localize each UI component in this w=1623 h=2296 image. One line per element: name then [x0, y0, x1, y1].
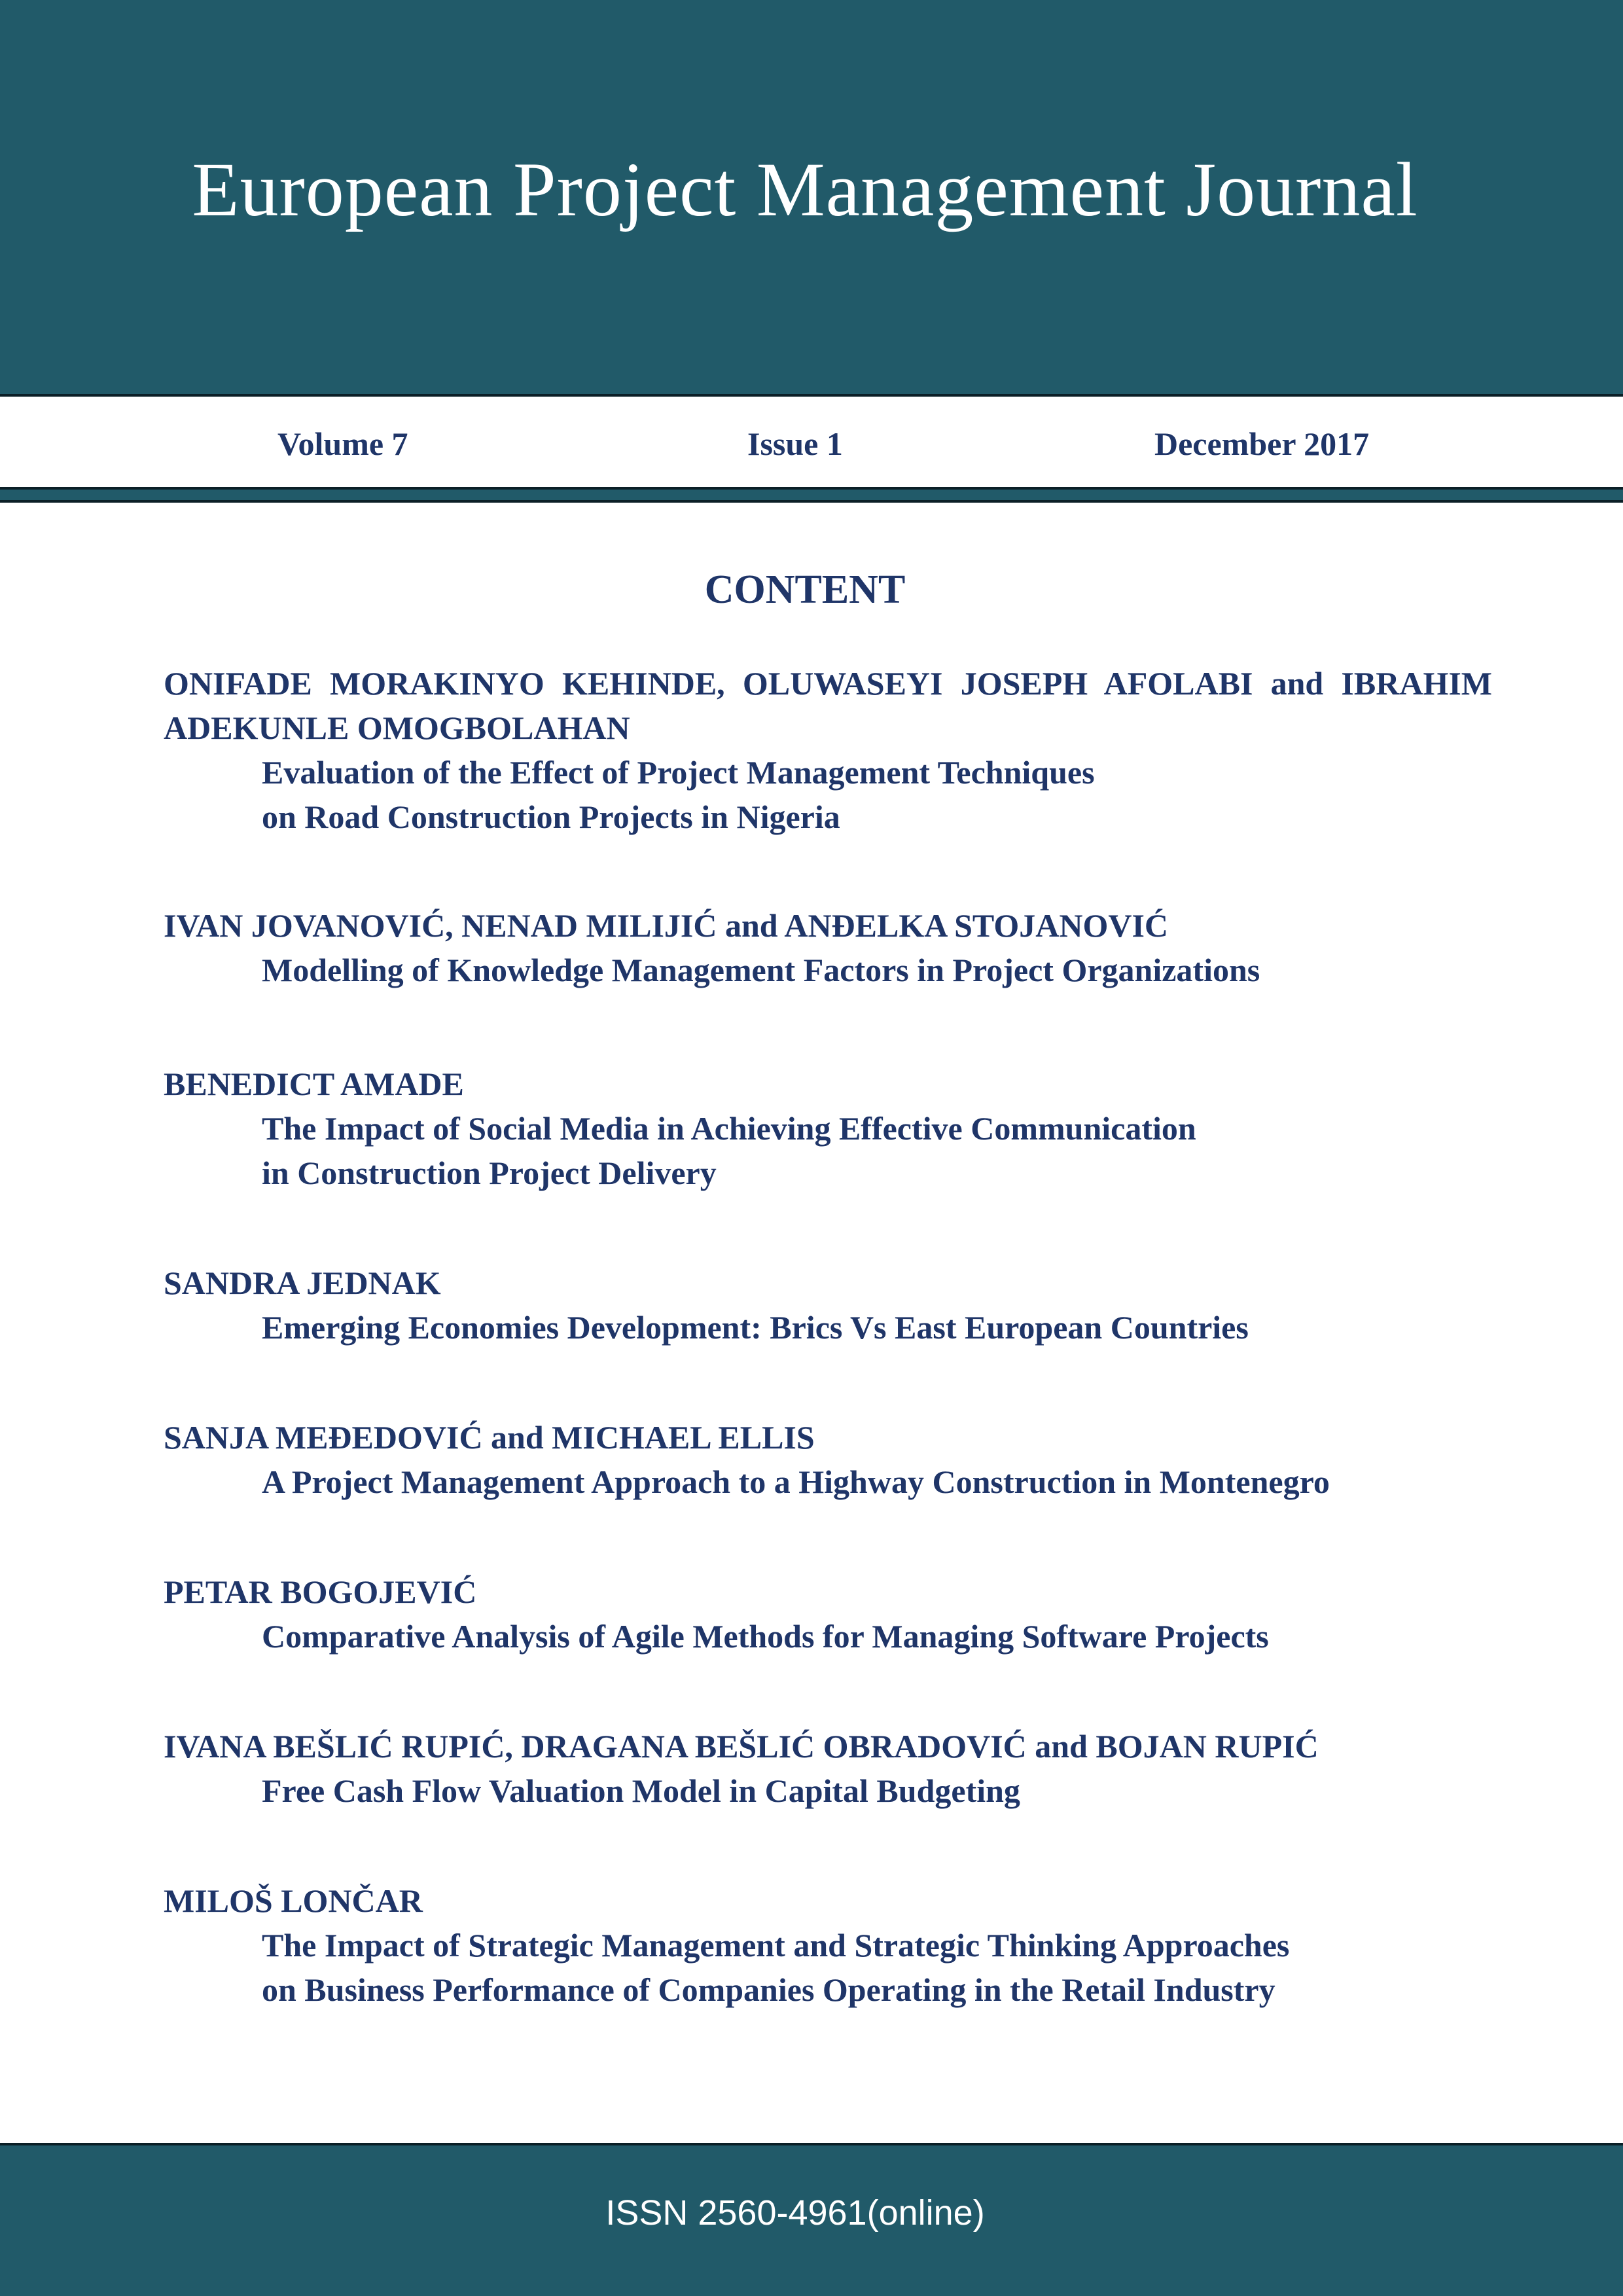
toc-entry — [164, 1415, 1492, 1504]
toc-entry — [164, 1062, 1492, 1195]
entry-title-line: on Road Construction Projects in Nigeria — [262, 798, 840, 835]
entry-title — [164, 1923, 1492, 2012]
toc-entry — [164, 903, 1492, 992]
volume-label: Volume 7 — [277, 425, 408, 462]
cover-footer-band — [0, 2143, 1623, 2296]
issue-info-bar — [0, 397, 1623, 487]
toc-entry — [164, 1878, 1492, 2012]
entry-title-line: Evaluation of the Effect of Project Management Techniques — [262, 754, 1095, 791]
entry-authors: PETAR BOGOJEVIĆ — [164, 1573, 477, 1610]
entry-title-line: The Impact of Strategic Management and Strategic Thinking Approaches — [262, 1927, 1290, 1964]
toc-entry — [164, 661, 1492, 839]
entry-authors: BENEDICT AMADE — [164, 1066, 464, 1102]
entry-title-line: Modelling of Knowledge Management Factors in Project Organizations — [262, 952, 1260, 988]
entry-title — [164, 1305, 1492, 1350]
entry-title — [164, 1460, 1492, 1504]
entry-title-line: Free Cash Flow Valuation Model in Capital Budgeting — [262, 1772, 1020, 1809]
entry-title-line: in Construction Project Delivery — [262, 1155, 717, 1191]
entry-authors: ONIFADE MORAKINYO KEHINDE, OLUWASEYI JOSEPH AFOLABI and IBRAHIM ADEKUNLE OMOGBOLAHAN — [164, 665, 1492, 746]
entry-title — [164, 948, 1492, 992]
entry-title-line: Emerging Economies Development: Brics Vs East European Countries — [262, 1309, 1249, 1346]
entry-title-line: The Impact of Social Media in Achieving Effective Communication — [262, 1110, 1196, 1147]
cover-header-band — [0, 0, 1623, 397]
issue-date: December 2017 — [1154, 425, 1370, 462]
issue-label: Issue 1 — [747, 425, 843, 462]
entry-authors: SANJA MEĐEDOVIĆ and MICHAEL ELLIS — [164, 1419, 815, 1456]
entry-title-line: on Business Performance of Companies Operating in the Retail Industry — [262, 1971, 1275, 2008]
entry-authors: IVANA BEŠLIĆ RUPIĆ, DRAGANA BEŠLIĆ OBRADOVIĆ and BOJAN RUPIĆ — [164, 1728, 1319, 1765]
entry-title-line: A Project Management Approach to a Highway Construction in Montenegro — [262, 1463, 1330, 1500]
divider-band — [0, 487, 1623, 503]
entry-title — [164, 1614, 1492, 1659]
entry-title-line: Comparative Analysis of Agile Methods for Managing Software Projects — [262, 1618, 1269, 1655]
entry-authors: SANDRA JEDNAK — [164, 1265, 441, 1301]
issn-number: ISSN 2560-4961(online) — [605, 2193, 985, 2233]
journal-title: European Project Management Journal — [192, 147, 1418, 232]
entry-authors: MILOŠ LONČAR — [164, 1882, 423, 1919]
entry-title — [164, 1106, 1492, 1195]
toc-entry — [164, 1261, 1492, 1350]
entry-title — [164, 750, 1492, 839]
entry-authors: IVAN JOVANOVIĆ, NENAD MILIJIĆ and ANĐELKA STOJANOVIĆ — [164, 907, 1169, 944]
toc-entry — [164, 1724, 1492, 1813]
entry-title — [164, 1768, 1492, 1813]
toc-entry — [164, 1570, 1492, 1659]
contents-heading: CONTENT — [704, 567, 906, 612]
